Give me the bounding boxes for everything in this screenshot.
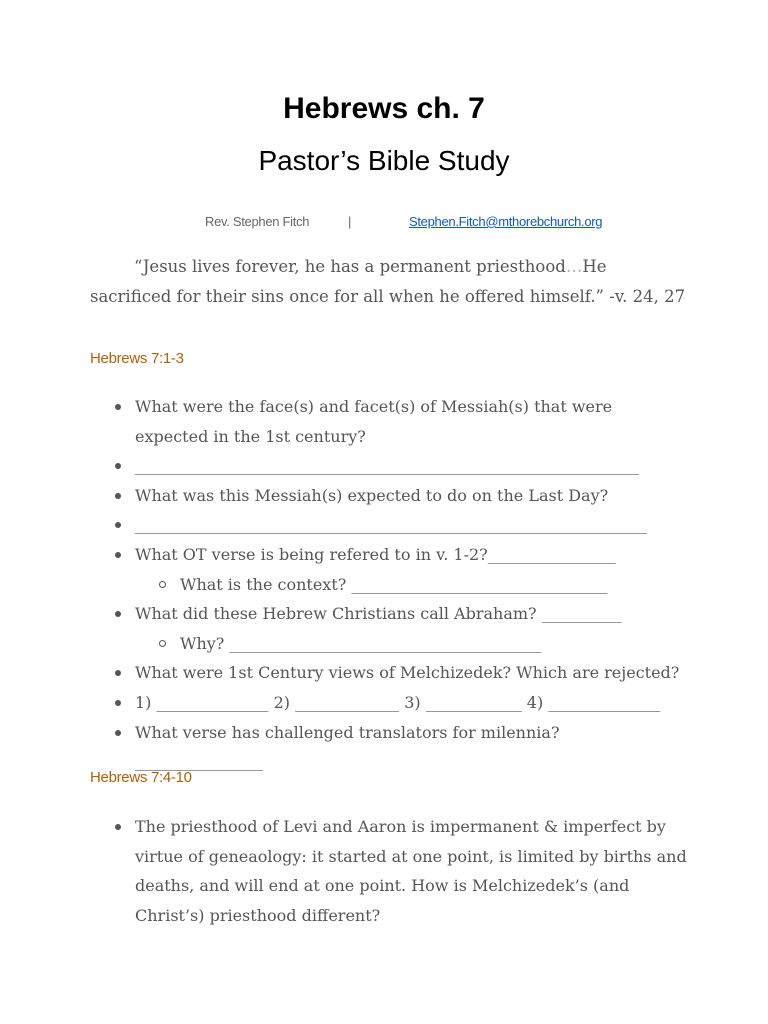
email-link[interactable]: Stephen.Fitch@mthorebchurch.org xyxy=(409,214,603,229)
list-item: What verse has challenged translators for milennia? ________________ xyxy=(90,718,690,777)
list-item: _______________________________________________________________ xyxy=(90,451,690,481)
list-item: What were 1st Century views of Melchizedek? Which are rejected? xyxy=(90,658,690,688)
list-item: The priesthood of Levi and Aaron is impermanent & imperfect by virtue of geneaology: it started at one point, is limited by births and deaths, and will end at one point. How is Melchizedek’s (and Christ’s) priesthood different? xyxy=(90,812,690,930)
list-item: 1) ______________ 2) _____________ 3) ____________ 4) ______________ xyxy=(90,688,690,718)
byline xyxy=(0,212,768,234)
byline-separator: | xyxy=(348,214,352,229)
scripture-quote xyxy=(90,252,690,312)
quote-ellipsis: … xyxy=(565,257,583,276)
section-heading-7-4-10: Hebrews 7:4-10 xyxy=(90,769,192,786)
quote-part-2: He sacrificed for their sins once for all when he offered himself.” -v. 24, 27 xyxy=(90,257,686,306)
list-item: What was this Messiah(s) expected to do on the Last Day? xyxy=(90,481,690,511)
author-name: Rev. Stephen Fitch xyxy=(205,214,310,229)
question-list-7-1-3 xyxy=(90,392,690,777)
list-item: What did these Hebrew Christians call Abraham? __________ xyxy=(90,599,690,629)
quote-part-1: “Jesus lives forever, he has a permanent priesthood xyxy=(134,257,566,276)
list-item: ________________________________________________________________ xyxy=(90,510,690,540)
sub-list-item: What is the context? ________________________________ xyxy=(90,570,690,600)
document-title: Hebrews ch. 7 xyxy=(283,92,485,125)
question-list-7-4-10 xyxy=(90,812,690,930)
list-item: What were the face(s) and facet(s) of Messiah(s) that were expected in the 1st century? xyxy=(90,392,690,451)
section-heading-7-1-3: Hebrews 7:1-3 xyxy=(90,350,184,367)
list-item: What OT verse is being refered to in v. 1-2?________________ xyxy=(90,540,690,570)
document-subtitle: Pastor’s Bible Study xyxy=(258,145,510,176)
sub-list-item: Why? _______________________________________ xyxy=(90,629,690,659)
